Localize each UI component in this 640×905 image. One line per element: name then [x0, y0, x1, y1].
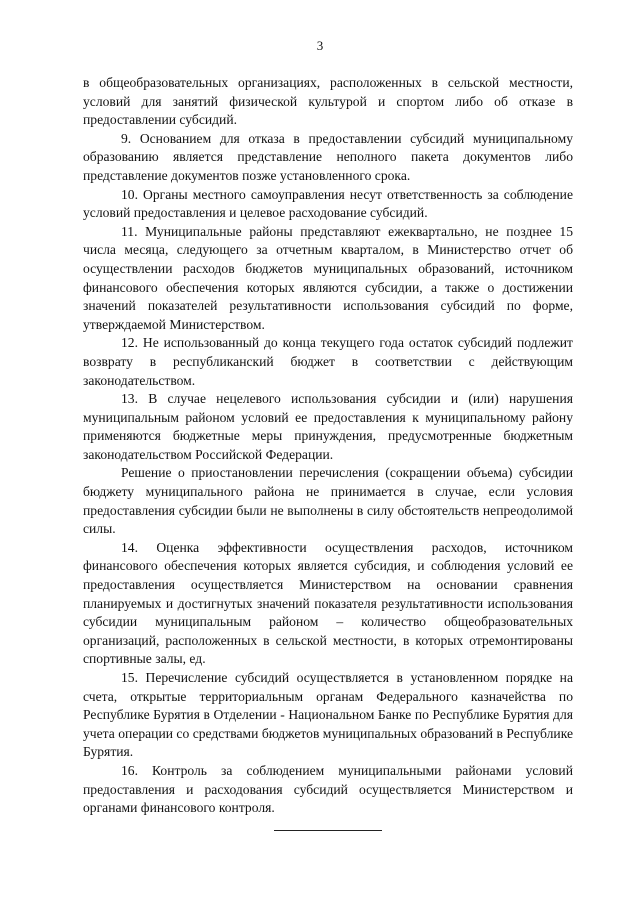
paragraph-10: 10. Органы местного самоуправления несут ответственность за соблюдение условий предоставления и целевое расходование субсидий.	[83, 186, 573, 221]
paragraph-12: 12. Не использованный до конца текущего года остаток субсидий подлежит возврату в республиканский бюджет в соответствии с действующим законодательством.	[83, 335, 573, 388]
document-body	[83, 74, 573, 818]
paragraph-14: 14. Оценка эффективности осуществления расходов, источником финансового обеспечения которых является субсидия, и соблюдения условий ее предоставления осуществляется Министерством на основании сравнения планируемых и достигнутых значений показателя результативности использования субсидии муниципальным районом – количество общеобразовательных организаций, расположенных в сельской местности, в которых отремонтированы спортивные залы, ед.	[83, 539, 573, 667]
paragraph-15: 15. Перечисление субсидий осуществляется в установленном порядке на счета, открытые территориальным органам Федерального казначейства по Республике Бурятия в Отделении - Национальном Банке по Республике Бурятия для учета операции со средствами бюджетов муниципальных образований в Республике Бурятия.	[83, 670, 573, 760]
page-number: 3	[316, 38, 324, 53]
paragraph-9: 9. Основанием для отказа в предоставлении субсидий муниципальному образованию является представление неполного пакета документов либо представление документов позже установленного срока.	[83, 130, 573, 183]
paragraph-16: 16. Контроль за соблюдением муниципальными районами условий предоставления и расходования субсидий осуществляется Министерством и органами финансового контроля.	[83, 762, 573, 816]
end-divider-line	[274, 830, 382, 831]
paragraph-13: 13. В случае нецелевого использования субсидии и (или) нарушения муниципальным районом условий ее предоставления к муниципальному району применяются бюджетные меры принуждения, предусмотренные бюджетным законодательством Российской Федерации.	[83, 391, 573, 462]
paragraph-continuation: в общеобразовательных организациях, расположенных в сельской местности, условий для занятий физической культурой и спортом либо об отказе в предоставлении субсидий.	[83, 75, 573, 128]
paragraph-11: 11. Муниципальные районы представляют ежеквартально, не позднее 15 числа месяца, следующего за отчетным кварталом, в Министерство отчет об осуществлении расходов бюджетов муниципальных образований, источником финансового обеспечения которых являются субсидии, а также о достижении значений показателей результативности использования субсидий по форме, утверждаемой Министерством.	[83, 223, 573, 332]
paragraph-13-decision: Решение о приостановлении перечисления (сокращении объема) субсидии бюджету муниципального района не принимается в случае, если условия предоставления субсидии были не выполнены в силу обстоятельств непреодолимой силы.	[83, 465, 573, 537]
